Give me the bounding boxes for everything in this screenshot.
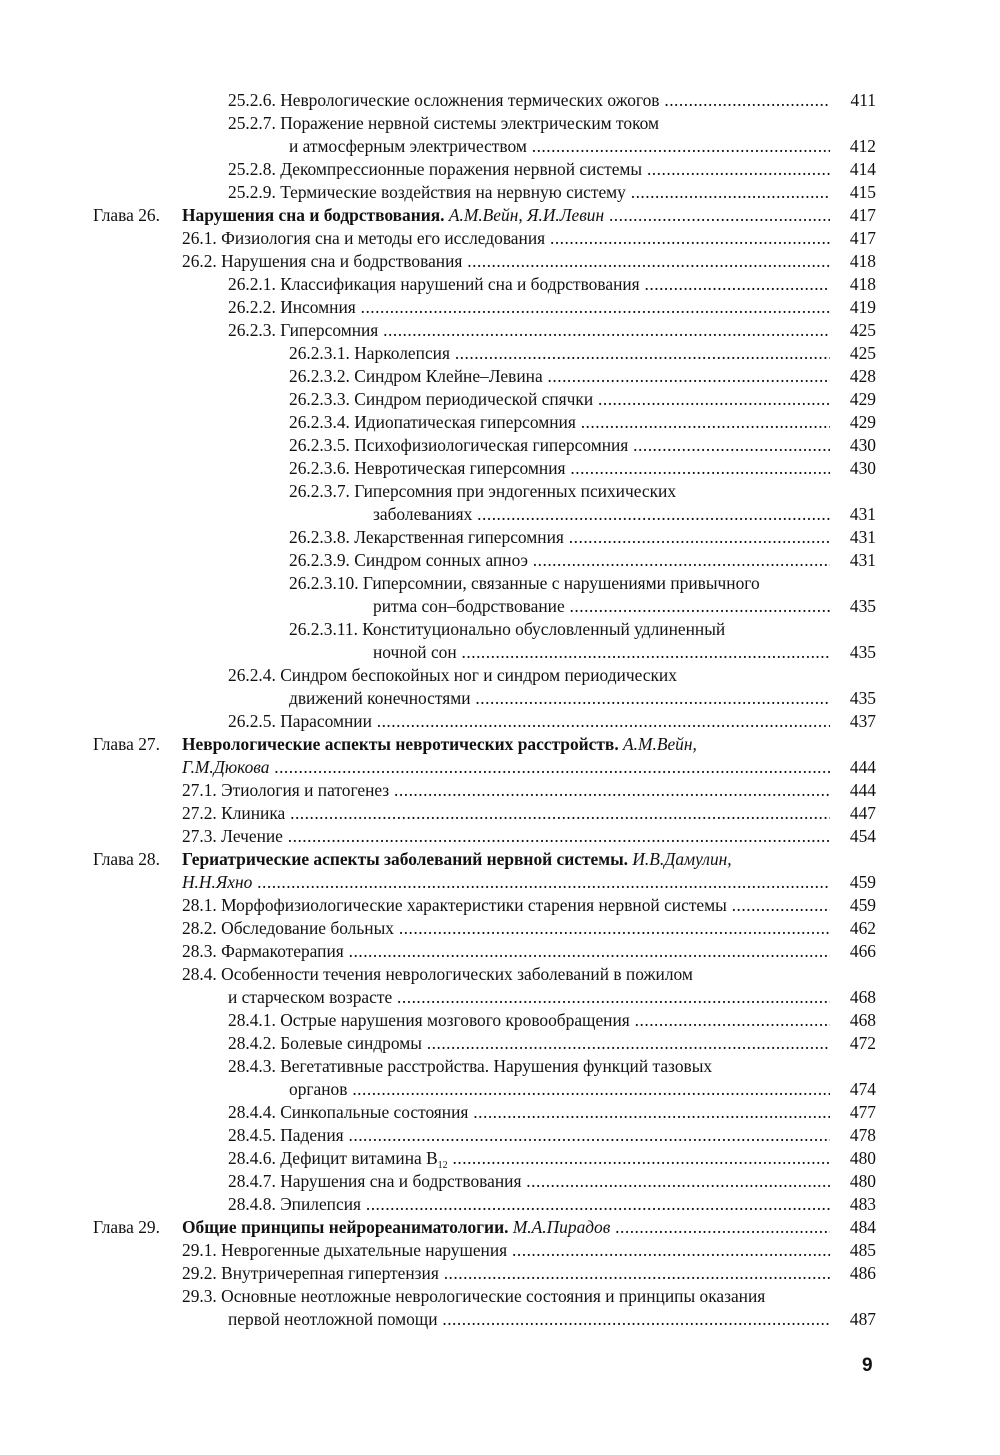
entry-text	[228, 664, 677, 687]
entry-title: Поражение нервной системы электрическим током	[280, 113, 660, 133]
toc-entry-continuation	[0, 986, 1000, 1009]
entry-number: 28.4.1.	[228, 1010, 276, 1030]
toc-entry-continuation	[0, 135, 1000, 158]
entry-continuation: ночной сон	[373, 642, 457, 662]
entry-text	[373, 641, 830, 664]
entry-text	[182, 963, 693, 986]
entry-text	[289, 411, 830, 434]
page-ref: 468	[849, 1010, 876, 1030]
subscript: 12	[437, 1160, 448, 1170]
entry-title: Физиология сна и методы его исследования	[221, 228, 546, 248]
entry-title: Синдром периодической спячки	[354, 389, 594, 409]
entry-text	[228, 710, 830, 733]
entry-continuation: заболеваниях	[373, 504, 473, 524]
chapter-label: Глава 27.	[93, 734, 160, 754]
toc-chapter	[0, 204, 1000, 227]
entry-number: 25.2.9.	[228, 182, 276, 202]
entry-authors: А.М.Вейн,	[623, 734, 697, 754]
page-ref: 411	[850, 90, 876, 110]
page-ref: 462	[849, 918, 876, 938]
table-of-contents	[0, 89, 1000, 1331]
toc-entry	[0, 273, 1000, 296]
entry-number: 26.2.3.2.	[289, 366, 350, 386]
entry-text	[228, 1055, 712, 1078]
entry-text	[228, 1308, 830, 1331]
entry-text	[228, 1032, 830, 1055]
page-ref: 435	[849, 688, 876, 708]
page-ref: 419	[849, 297, 876, 317]
page-ref: 454	[849, 826, 876, 846]
entry-text	[182, 871, 830, 894]
entry-text	[228, 1147, 830, 1170]
page-ref: 484	[849, 1217, 876, 1237]
toc-entry	[0, 434, 1000, 457]
page-ref: 431	[849, 527, 876, 547]
page-ref: 459	[849, 895, 876, 915]
entry-number: 26.2.3.7.	[289, 481, 350, 501]
entry-title: Фармакотерапия	[221, 941, 344, 961]
toc-entry	[0, 250, 1000, 273]
toc-entry	[0, 664, 1000, 687]
entry-text	[182, 940, 830, 963]
entry-text	[182, 894, 830, 917]
entry-text	[228, 1170, 830, 1193]
entry-text	[228, 181, 830, 204]
entry-text	[228, 296, 830, 319]
entry-text	[228, 273, 830, 296]
toc-entry-continuation	[0, 1078, 1000, 1101]
entry-continuation: Н.Н.Яхно	[182, 872, 253, 892]
toc-entry	[0, 825, 1000, 848]
entry-number: 29.2.	[182, 1263, 217, 1283]
entry-title: Декомпрессионные поражения нервной системы	[280, 159, 643, 179]
toc-entry	[0, 572, 1000, 595]
entry-text	[182, 204, 830, 227]
entry-title: Болевые синдромы	[280, 1033, 422, 1053]
entry-title: Нарушения сна и бодрствования	[221, 251, 463, 271]
entry-number: 26.2.3.4.	[289, 412, 350, 432]
entry-text	[182, 848, 732, 871]
entry-number: 26.2.3.	[228, 320, 276, 340]
entry-number: 28.4.5.	[228, 1125, 276, 1145]
entry-text	[228, 89, 830, 112]
toc-entry	[0, 940, 1000, 963]
entry-authors: А.М.Вейн, Я.И.Левин	[448, 205, 605, 225]
toc-entry	[0, 296, 1000, 319]
chapter-label: Глава 26.	[93, 205, 160, 225]
entry-number: 25.2.6.	[228, 90, 276, 110]
entry-text	[289, 457, 830, 480]
entry-text	[228, 319, 830, 342]
entry-text	[182, 756, 830, 779]
toc-entry	[0, 963, 1000, 986]
toc-entry-continuation	[0, 503, 1000, 526]
page-ref: 477	[849, 1102, 876, 1122]
entry-text	[289, 480, 676, 503]
entry-text	[289, 342, 830, 365]
entry-title: Нарколепсия	[354, 343, 450, 363]
entry-number: 28.4.4.	[228, 1102, 276, 1122]
entry-title: Нарушения сна и бодрствования.	[182, 205, 445, 225]
entry-number: 26.2.4.	[228, 665, 276, 685]
entry-text	[289, 434, 830, 457]
toc-entry	[0, 549, 1000, 572]
entry-title: Острые нарушения мозгового кровообращения	[280, 1010, 630, 1030]
entry-title: Внутричерепная гипертензия	[221, 1263, 439, 1283]
page-ref: 480	[849, 1148, 876, 1168]
entry-text	[182, 825, 830, 848]
entry-title: Гериатрические аспекты заболеваний нервной системы.	[182, 849, 629, 869]
entry-title: Основные неотложные неврологические состояния и принципы оказания	[221, 1286, 766, 1306]
page-ref: 486	[849, 1263, 876, 1283]
entry-text	[289, 572, 760, 595]
entry-continuation: и атмосферным электричеством	[289, 136, 527, 156]
entry-continuation: движений конечностями	[289, 688, 471, 708]
entry-number: 26.1.	[182, 228, 217, 248]
page-ref: 414	[849, 159, 876, 179]
entry-text	[182, 1216, 830, 1239]
toc-entry	[0, 1009, 1000, 1032]
entry-title: Эпилепсия	[280, 1194, 362, 1214]
toc-entry	[0, 917, 1000, 940]
toc-entry	[0, 457, 1000, 480]
toc-entry	[0, 181, 1000, 204]
page-ref: 430	[849, 458, 876, 478]
entry-text	[289, 135, 830, 158]
entry-text	[182, 802, 830, 825]
entry-number: 29.3.	[182, 1286, 217, 1306]
entry-number: 28.4.6.	[228, 1148, 276, 1168]
entry-title: Неврогенные дыхательные нарушения	[221, 1240, 508, 1260]
toc-entry	[0, 388, 1000, 411]
toc-entry	[0, 1170, 1000, 1193]
page-ref: 435	[849, 596, 876, 616]
entry-number: 28.4.	[182, 964, 217, 984]
page-ref: 429	[849, 412, 876, 432]
toc-entry-continuation	[0, 687, 1000, 710]
entry-title: Идиопатическая гиперсомния	[354, 412, 576, 432]
toc-entry	[0, 779, 1000, 802]
entry-number: 26.2.3.9.	[289, 550, 350, 570]
entry-number: 28.2.	[182, 918, 217, 938]
page-ref: 444	[849, 780, 876, 800]
entry-title: Гиперсомния	[280, 320, 379, 340]
toc-entry	[0, 480, 1000, 503]
entry-title: Парасомнии	[280, 711, 372, 731]
page-ref: 466	[849, 941, 876, 961]
toc-entry	[0, 618, 1000, 641]
page-ref: 418	[849, 274, 876, 294]
entry-number: 28.4.8.	[228, 1194, 276, 1214]
toc-entry-continuation	[0, 756, 1000, 779]
entry-number: 28.4.2.	[228, 1033, 276, 1053]
entry-number: 28.4.7.	[228, 1171, 276, 1191]
toc-entry	[0, 894, 1000, 917]
page-ref: 444	[849, 757, 876, 777]
entry-text	[289, 365, 830, 388]
page-ref: 447	[849, 803, 876, 823]
entry-text	[228, 158, 830, 181]
entry-text	[289, 388, 830, 411]
toc-entry	[0, 158, 1000, 181]
page-ref: 483	[849, 1194, 876, 1214]
page-ref: 425	[849, 343, 876, 363]
entry-text	[228, 1193, 830, 1216]
entry-number: 26.2.5.	[228, 711, 276, 731]
entry-title: Синдром сонных апноэ	[354, 550, 528, 570]
entry-text	[182, 779, 830, 802]
entry-number: 27.1.	[182, 780, 217, 800]
page-ref: 417	[849, 228, 876, 248]
toc-entry	[0, 1032, 1000, 1055]
entry-authors: И.В.Дамулин,	[632, 849, 732, 869]
page-ref: 487	[849, 1309, 876, 1329]
entry-title: Синдром Клейне–Левина	[354, 366, 543, 386]
entry-text	[373, 595, 830, 618]
entry-title: Падения	[280, 1125, 344, 1145]
entry-number: 26.2.2.	[228, 297, 276, 317]
entry-title: Психофизиологическая гиперсомния	[354, 435, 629, 455]
entry-title: Общие принципы нейрореаниматологии.	[182, 1217, 509, 1237]
entry-title: Неврологические аспекты невротических расстройств.	[182, 734, 619, 754]
page-ref: 415	[849, 182, 876, 202]
entry-title: Лекарственная гиперсомния	[354, 527, 564, 547]
entry-text	[182, 917, 830, 940]
toc-entry-continuation	[0, 595, 1000, 618]
entry-number: 26.2.3.5.	[289, 435, 350, 455]
entry-title: Дефицит витамина B	[280, 1148, 438, 1168]
entry-number: 28.1.	[182, 895, 217, 915]
page-ref: 437	[849, 711, 876, 731]
toc-entry	[0, 1101, 1000, 1124]
entry-title: Синдром беспокойных ног и синдром периодических	[280, 665, 677, 685]
entry-text	[228, 1101, 830, 1124]
entry-text	[228, 112, 659, 135]
chapter-label: Глава 28.	[93, 849, 160, 869]
toc-entry-continuation	[0, 641, 1000, 664]
entry-text	[182, 1262, 830, 1285]
entry-title: Клиника	[221, 803, 286, 823]
toc-entry	[0, 1193, 1000, 1216]
page-ref: 485	[849, 1240, 876, 1260]
entry-text	[182, 733, 697, 756]
toc-chapter	[0, 733, 1000, 756]
toc-entry	[0, 802, 1000, 825]
chapter-label: Глава 29.	[93, 1217, 160, 1237]
toc-chapter	[0, 1216, 1000, 1239]
entry-text	[228, 986, 830, 1009]
page-ref: 412	[849, 136, 876, 156]
toc-entry	[0, 1285, 1000, 1308]
entry-title: Синкопальные состояния	[280, 1102, 469, 1122]
page-ref: 428	[849, 366, 876, 386]
entry-text	[228, 1124, 830, 1147]
toc-entry	[0, 526, 1000, 549]
entry-continuation: ритма сон–бодрствование	[373, 596, 565, 616]
entry-number: 25.2.8.	[228, 159, 276, 179]
toc-entry	[0, 342, 1000, 365]
entry-title: Конституционально обусловленный удлиненный	[362, 619, 726, 639]
entry-text	[289, 549, 830, 572]
entry-title: Неврологические осложнения термических ожогов	[280, 90, 660, 110]
toc-entry	[0, 319, 1000, 342]
entry-text	[373, 503, 830, 526]
toc-entry	[0, 89, 1000, 112]
page-number: 9	[862, 1355, 873, 1376]
entry-number: 26.2.3.8.	[289, 527, 350, 547]
page-ref: 417	[849, 205, 876, 225]
entry-title: Гиперсомнии, связанные с нарушениями привычного	[362, 573, 760, 593]
entry-text	[182, 1239, 830, 1262]
entry-authors: М.А.Пирадов	[512, 1217, 611, 1237]
entry-continuation: органов	[289, 1079, 348, 1099]
page-ref: 478	[849, 1125, 876, 1145]
toc-entry	[0, 710, 1000, 733]
entry-number: 27.2.	[182, 803, 217, 823]
entry-title: Термические воздействия на нервную систему	[280, 182, 626, 202]
toc-entry-continuation	[0, 871, 1000, 894]
toc-entry	[0, 1055, 1000, 1078]
entry-text	[228, 1009, 830, 1032]
entry-continuation: Г.М.Дюкова	[182, 757, 270, 777]
entry-number: 28.4.3.	[228, 1056, 276, 1076]
toc-chapter	[0, 848, 1000, 871]
entry-number: 26.2.3.1.	[289, 343, 350, 363]
entry-number: 26.2.	[182, 251, 217, 271]
page-ref: 472	[849, 1033, 876, 1053]
entry-number: 25.2.7.	[228, 113, 276, 133]
entry-title: Обследование больных	[221, 918, 394, 938]
entry-title: Классификация нарушений сна и бодрствования	[280, 274, 640, 294]
toc-entry	[0, 1147, 1000, 1170]
toc-entry	[0, 227, 1000, 250]
entry-text	[289, 618, 725, 641]
entry-title: Особенности течения неврологических заболеваний в пожилом	[221, 964, 693, 984]
entry-text	[289, 526, 830, 549]
entry-title: Морфофизиологические характеристики старения нервной системы	[221, 895, 727, 915]
entry-number: 26.2.3.10.	[289, 573, 359, 593]
toc-entry	[0, 112, 1000, 135]
page-ref: 425	[849, 320, 876, 340]
entry-continuation: и старческом возрасте	[228, 987, 393, 1007]
entry-title: Нарушения сна и бодрствования	[280, 1171, 522, 1191]
entry-title: Лечение	[221, 826, 283, 846]
entry-number: 26.2.3.3.	[289, 389, 350, 409]
page-ref: 431	[849, 504, 876, 524]
toc-entry	[0, 365, 1000, 388]
page-ref: 435	[849, 642, 876, 662]
entry-text	[182, 227, 830, 250]
entry-number: 29.1.	[182, 1240, 217, 1260]
entry-title: Гиперсомния при эндогенных психических	[354, 481, 677, 501]
entry-text	[182, 1285, 765, 1308]
entry-number: 26.2.3.6.	[289, 458, 350, 478]
toc-entry-continuation	[0, 1308, 1000, 1331]
page-ref: 474	[849, 1079, 876, 1099]
page-ref: 459	[849, 872, 876, 892]
toc-entry	[0, 1124, 1000, 1147]
entry-number: 27.3.	[182, 826, 217, 846]
toc-entry	[0, 1262, 1000, 1285]
entry-number: 26.2.3.11.	[289, 619, 358, 639]
page-ref: 429	[849, 389, 876, 409]
entry-number: 26.2.1.	[228, 274, 276, 294]
page-ref: 431	[849, 550, 876, 570]
entry-continuation: первой неотложной помощи	[228, 1309, 438, 1329]
page-ref: 468	[849, 987, 876, 1007]
toc-entry	[0, 411, 1000, 434]
entry-text	[289, 687, 830, 710]
toc-entry	[0, 1239, 1000, 1262]
entry-title: Невротическая гиперсомния	[354, 458, 566, 478]
entry-number: 28.3.	[182, 941, 217, 961]
page-ref: 430	[849, 435, 876, 455]
entry-title: Инсомния	[280, 297, 356, 317]
entry-text	[182, 250, 830, 273]
entry-title: Этиология и патогенез	[221, 780, 390, 800]
entry-text	[289, 1078, 830, 1101]
entry-title: Вегетативные расстройства. Нарушения функций тазовых	[280, 1056, 713, 1076]
page-ref: 418	[849, 251, 876, 271]
page-ref: 480	[849, 1171, 876, 1191]
